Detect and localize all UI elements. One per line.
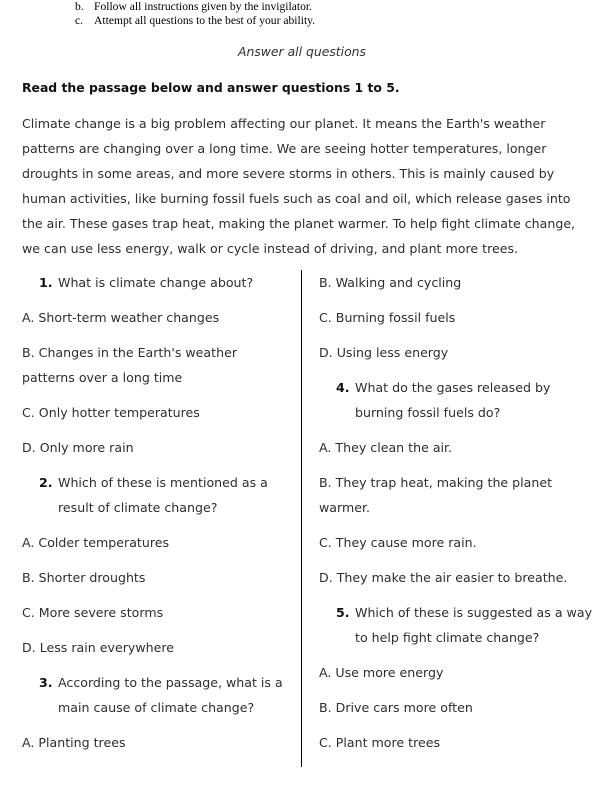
question-2: [22, 470, 290, 520]
instruction-c: [75, 14, 315, 27]
question-number: 4.: [336, 380, 350, 395]
question-text: Which of these is suggested as a way to help fight climate change?: [355, 605, 593, 645]
passage-heading: Read the passage below and answer questions 1 to 5.: [22, 80, 400, 95]
answer-option: A. Short-term weather changes: [22, 310, 220, 325]
question-3: [22, 670, 290, 720]
answer-option: D. They make the air easier to breathe.: [319, 570, 568, 585]
left-column: [22, 270, 290, 765]
answer-option: B. Walking and cycling: [319, 275, 462, 290]
question-1: [22, 270, 290, 295]
answer-option: C. They cause more rain.: [319, 535, 477, 550]
answer-option: B. Shorter droughts: [22, 570, 146, 585]
answer-option: D. Less rain everywhere: [22, 640, 175, 655]
instruction-b: [75, 0, 312, 13]
answer-option: B. Drive cars more often: [319, 700, 473, 715]
question-text: Which of these is mentioned as a result of climate change?: [58, 475, 268, 515]
answer-option: A. Colder temperatures: [22, 535, 170, 550]
question-text: According to the passage, what is a main cause of climate change?: [58, 675, 283, 715]
answer-option: C. Burning fossil fuels: [319, 310, 456, 325]
instruction-label: b.: [75, 0, 84, 13]
instruction-text: Follow all instructions given by the invigilator.: [94, 0, 313, 13]
question-number: 3.: [39, 675, 53, 690]
answer-option: B. They trap heat, making the planet warmer.: [319, 475, 553, 515]
question-number: 1.: [39, 275, 53, 290]
question-text: What do the gases released by burning fossil fuels do?: [355, 380, 551, 420]
answer-option: D. Only more rain: [22, 440, 134, 455]
answer-option: A. Use more energy: [319, 665, 444, 680]
answer-option: C. Plant more trees: [319, 735, 441, 750]
instruction-text: Attempt all questions to the best of your ability.: [94, 14, 316, 27]
question-text: What is climate change about?: [58, 275, 254, 290]
question-number: 5.: [336, 605, 350, 620]
question-4: [319, 375, 594, 425]
answer-option: C. Only hotter temperatures: [22, 405, 200, 420]
answer-all-subtitle: Answer all questions: [238, 44, 366, 59]
answer-option: A. They clean the air.: [319, 440, 453, 455]
answer-option: C. More severe storms: [22, 605, 164, 620]
question-number: 2.: [39, 475, 53, 490]
answer-option: B. Changes in the Earth's weather patterns over a long time: [22, 345, 237, 385]
reading-passage: Climate change is a big problem affecting our planet. It means the Earth's weather patterns are changing over a long time. We are seeing hotter temperatures, longer droughts in some areas, and more severe storms in others. This is mainly caused by human activities, like burning fossil fuels such as coal and oil, which release gases into the air. These gases trap heat, making the planet warmer. To help fight climate change, we can use less energy, walk or cycle instead of driving, and plant more trees.: [22, 116, 576, 256]
right-column: [319, 270, 594, 765]
instruction-label: c.: [75, 14, 84, 27]
column-divider: [301, 270, 302, 767]
answer-option: D. Using less energy: [319, 345, 449, 360]
question-5: [319, 600, 594, 650]
answer-option: A. Planting trees: [22, 735, 126, 750]
